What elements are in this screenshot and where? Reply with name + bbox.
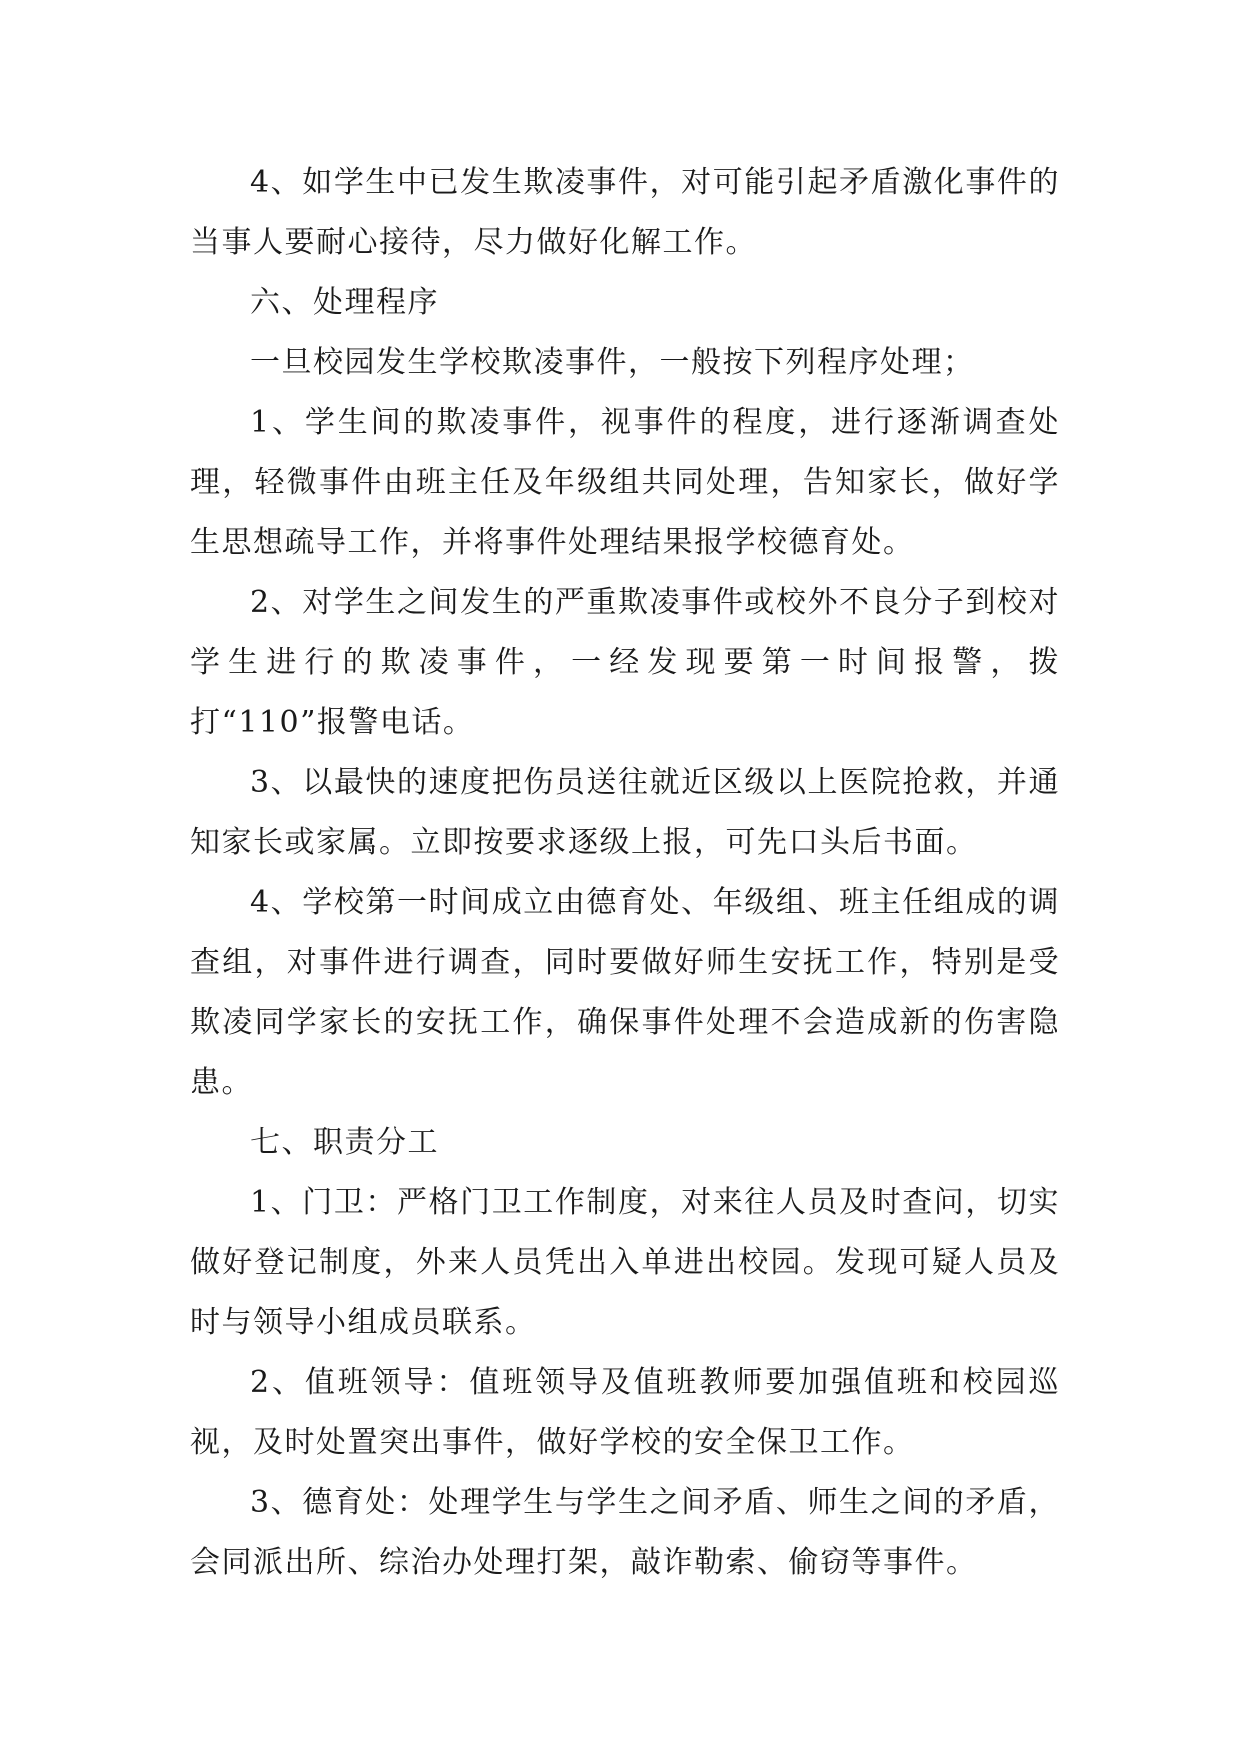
paragraph-duty-leader: 2、值班领导：值班领导及值班教师要加强值班和校园巡视，及时处置突出事件，做好学校的安全保卫工作。	[190, 1365, 1060, 1460]
paragraph-procedure-1: 1、学生间的欺凌事件，视事件的程度，进行逐渐调查处理，轻微事件由班主任及年级组共同处理，告知家长，做好学生思想疏导工作，并将事件处理结果报学校德育处。	[190, 405, 1060, 560]
paragraph-procedure-4: 4、学校第一时间成立由德育处、年级组、班主任组成的调查组，对事件进行调查，同时要做好师生安抚工作，特别是受欺凌同学家长的安抚工作，确保事件处理不会造成新的伤害隐患。	[190, 885, 1060, 1100]
section-heading-duties: 七、职责分工	[250, 1125, 439, 1160]
paragraph-procedure-intro: 一旦校园发生学校欺凌事件，一般按下列程序处理；	[250, 345, 975, 380]
paragraph-duty-moral-office: 3、德育处：处理学生与学生之间矛盾、师生之间的矛盾，会同派出所、综治办处理打架，敲诈勒索、偷窃等事件。	[190, 1485, 1060, 1580]
section-heading-procedure: 六、处理程序	[250, 285, 439, 320]
paragraph-duty-guard: 1、门卫：严格门卫工作制度，对来往人员及时查问，切实做好登记制度，外来人员凭出入单进出校园。发现可疑人员及时与领导小组成员联系。	[190, 1185, 1060, 1340]
document-body	[190, 153, 1060, 1593]
paragraph-item-4-resolve: 4、如学生中已发生欺凌事件，对可能引起矛盾激化事件的当事人要耐心接待，尽力做好化解工作。	[190, 165, 1060, 260]
paragraph-procedure-3: 3、以最快的速度把伤员送往就近区级以上医院抢救，并通知家长或家属。立即按要求逐级上报，可先口头后书面。	[190, 765, 1060, 860]
paragraph-procedure-2: 2、对学生之间发生的严重欺凌事件或校外不良分子到校对学生进行的欺凌事件，一经发现要第一时间报警，拨打“110”报警电话。	[190, 585, 1060, 740]
